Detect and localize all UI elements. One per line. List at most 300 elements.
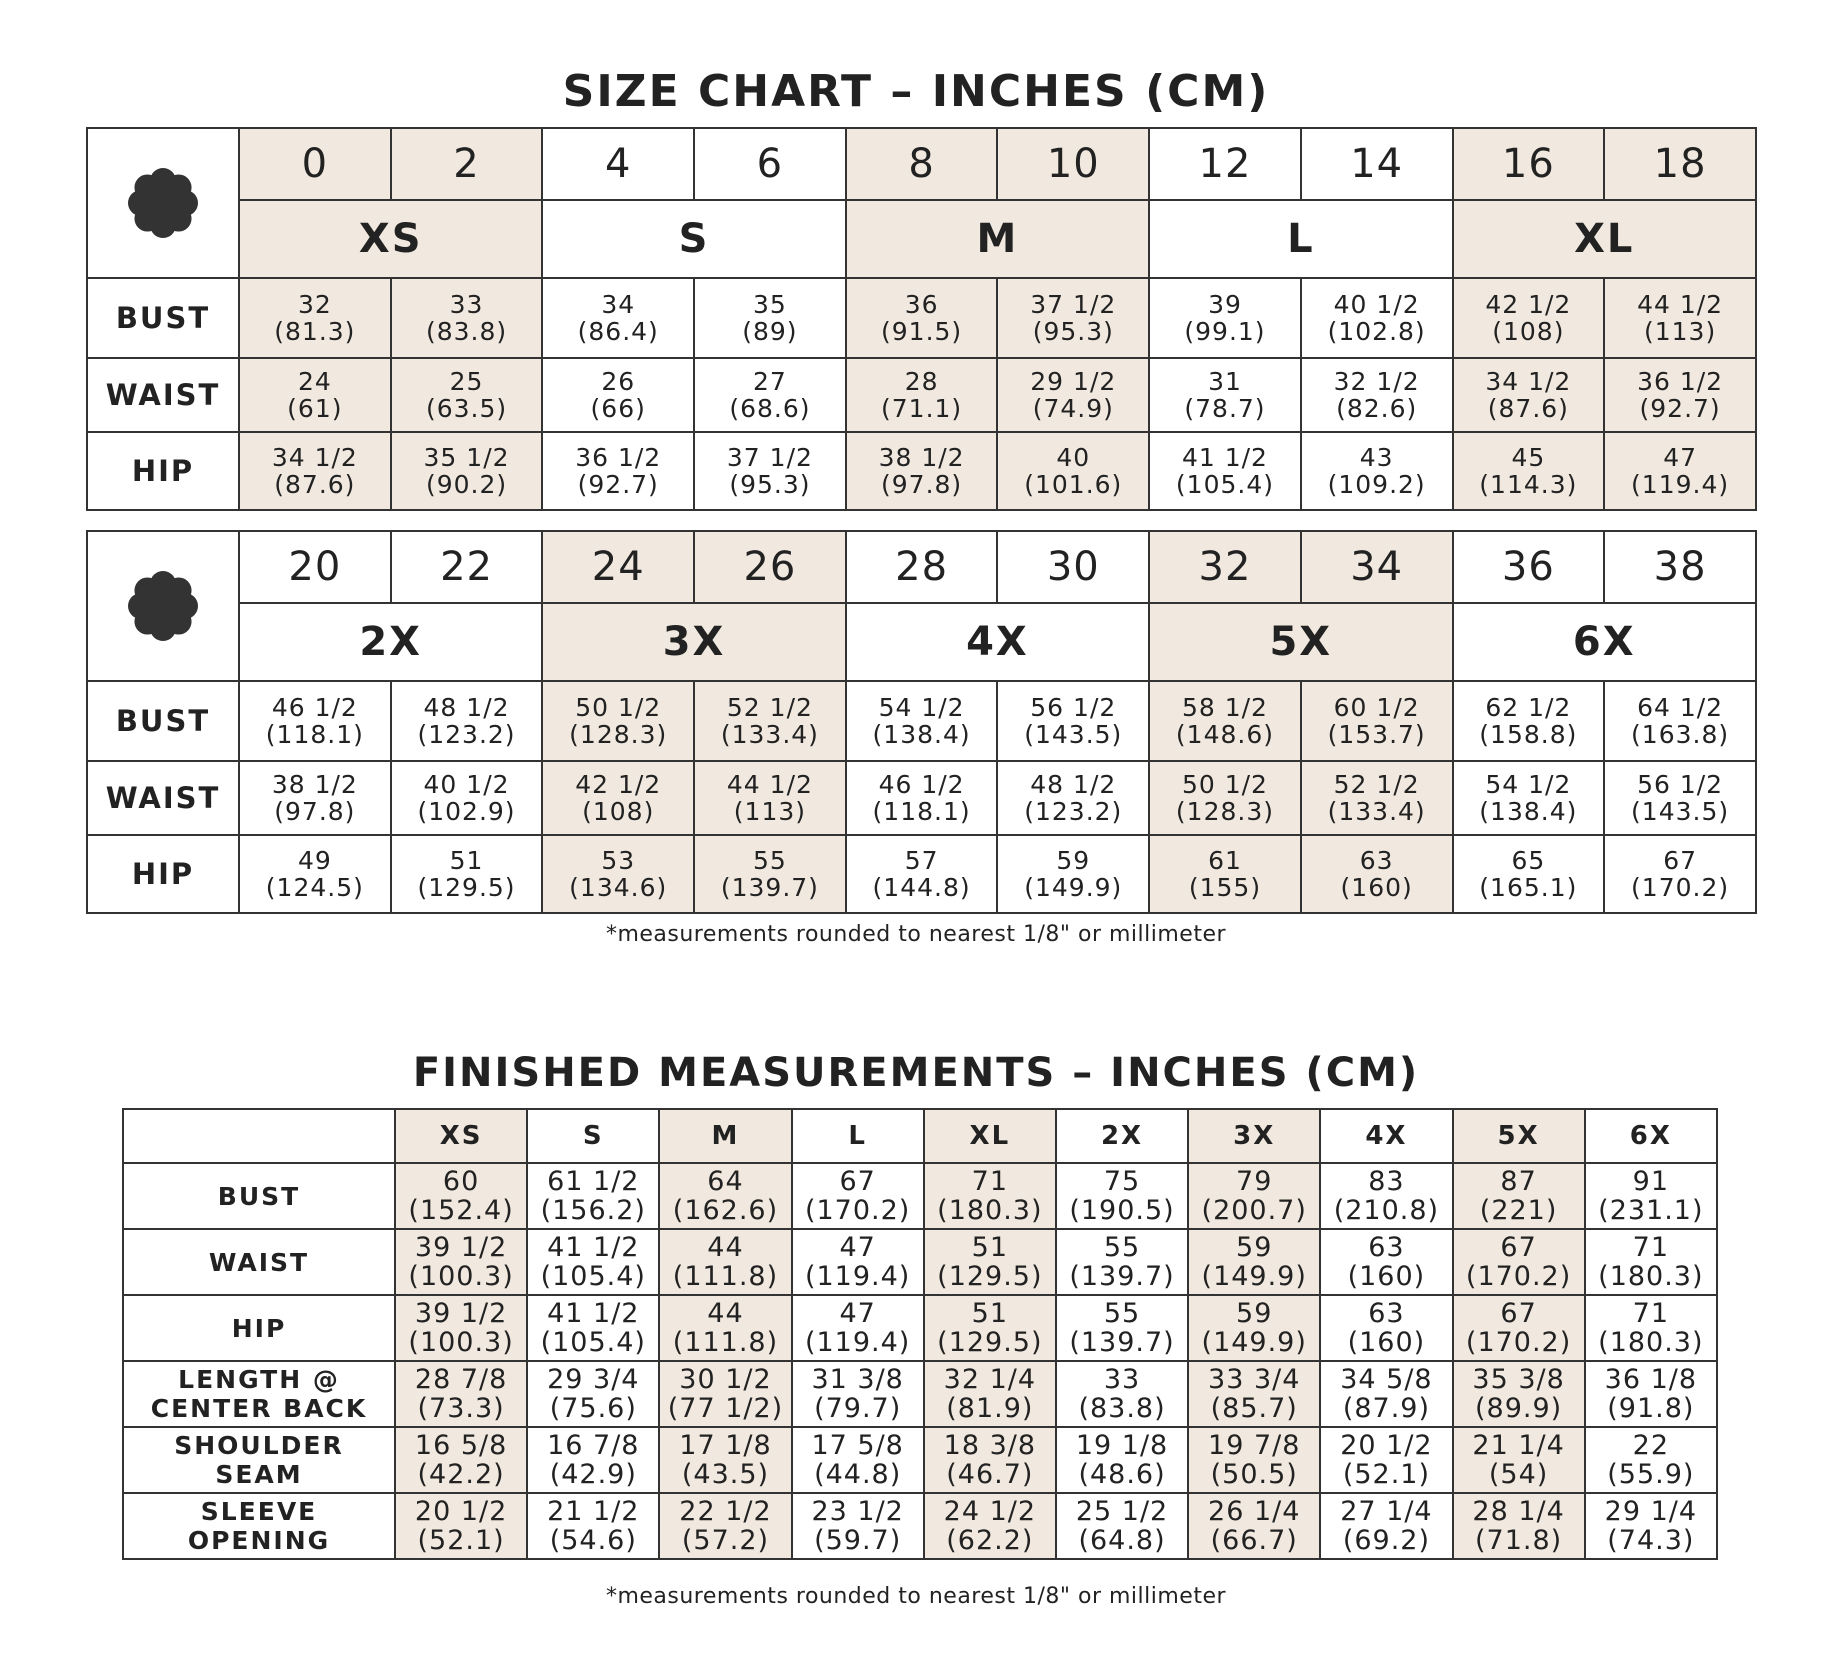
value-cm: (74.3) [1607, 1525, 1695, 1556]
value-cm: (55.9) [1607, 1459, 1695, 1490]
value-cm: (118.1) [872, 797, 971, 826]
value-inches: 22 1/2 [679, 1496, 772, 1527]
value-cm: (43.5) [681, 1459, 770, 1490]
finished-measurements-table [122, 1108, 1718, 1560]
size-header-cell: XS [395, 1109, 527, 1163]
value-cell [1320, 1427, 1452, 1493]
value-cm: (163.8) [1631, 720, 1730, 749]
value-cm: (133.4) [1327, 797, 1426, 826]
measurement-row [123, 1427, 1717, 1493]
value-inches: 40 [1056, 443, 1091, 472]
value-inches: 67 [1663, 846, 1697, 875]
row-label [123, 1163, 395, 1229]
value-cell [395, 1229, 527, 1295]
value-cm: (231.1) [1598, 1195, 1704, 1226]
value-cell [1056, 1427, 1188, 1493]
value-cell [1149, 835, 1301, 913]
value-cell [542, 278, 694, 358]
value-cm: (108) [1492, 317, 1565, 346]
finished-measurements-title: FINISHED MEASUREMENTS – INCHES (CM) [412, 1050, 1420, 1096]
value-inches: 28 [904, 367, 939, 396]
value-cm: (160) [1347, 1261, 1426, 1292]
value-inches: 43 [1359, 443, 1394, 472]
value-cm: (111.8) [672, 1261, 779, 1292]
value-cell [1056, 1361, 1188, 1427]
measurement-row [123, 1229, 1717, 1295]
value-cm: (44.8) [814, 1459, 902, 1490]
value-inches: 55 [1103, 1298, 1141, 1329]
value-inches: 44 [707, 1298, 744, 1329]
value-cm: (170.2) [804, 1195, 911, 1226]
value-cell [1301, 835, 1453, 913]
value-cm: (210.8) [1333, 1195, 1440, 1226]
numeric-size-cell: 2 [391, 128, 543, 200]
value-cm: (52.1) [417, 1525, 505, 1556]
letter-size-row [87, 200, 1756, 278]
value-inches: 34 1/2 [1485, 367, 1572, 396]
value-inches: 38 1/2 [271, 770, 358, 799]
value-inches: 16 7/8 [547, 1430, 640, 1461]
value-inches: 19 1/8 [1075, 1430, 1169, 1461]
value-cm: (114.3) [1479, 470, 1578, 499]
value-cm: (66) [590, 394, 646, 423]
value-inches: 31 [1208, 367, 1242, 396]
size-header-cell: L [792, 1109, 924, 1163]
value-cm: (95.3) [1032, 317, 1114, 346]
value-cm: (108) [582, 797, 655, 826]
letter-size-cell: 2X [239, 603, 542, 681]
value-cm: (148.6) [1175, 720, 1274, 749]
value-cm: (83.8) [425, 317, 508, 346]
value-cell [924, 1229, 1056, 1295]
numeric-size-cell: 12 [1149, 128, 1301, 200]
value-cm: (59.7) [814, 1525, 902, 1556]
value-inches: 32 1/2 [1333, 367, 1420, 396]
value-cm: (149.9) [1201, 1261, 1307, 1292]
row-label-line: WAIST [208, 1247, 310, 1277]
value-inches: 50 1/2 [1181, 770, 1268, 799]
value-cm: (109.2) [1327, 470, 1426, 499]
value-cm: (123.2) [1024, 797, 1123, 826]
value-cm: (113) [1643, 317, 1717, 346]
value-inches: 60 1/2 [1333, 693, 1420, 722]
value-inches: 67 [1500, 1232, 1537, 1263]
value-inches: 83 [1368, 1166, 1405, 1197]
flower-icon [123, 566, 203, 646]
numeric-size-cell: 4 [542, 128, 694, 200]
value-inches: 34 [601, 290, 636, 319]
value-cm: (149.9) [1201, 1327, 1307, 1358]
numeric-size-cell: 26 [694, 531, 846, 603]
value-inches: 45 [1511, 443, 1546, 472]
value-cm: (101.6) [1024, 470, 1123, 499]
value-cell [694, 761, 846, 835]
value-inches: 44 1/2 [726, 770, 813, 799]
value-cell [542, 681, 694, 761]
value-cell [239, 358, 391, 432]
value-cell [1056, 1493, 1188, 1559]
value-cm: (129.5) [417, 873, 516, 902]
value-cm: (97.8) [881, 470, 963, 499]
value-cell [659, 1427, 791, 1493]
row-label [123, 1295, 395, 1361]
value-cell [924, 1493, 1056, 1559]
value-cell [1453, 1493, 1585, 1559]
measurement-row [123, 1361, 1717, 1427]
value-cell [1453, 681, 1605, 761]
value-inches: 71 [1632, 1298, 1670, 1329]
value-cell [1453, 432, 1605, 510]
value-cell [1188, 1295, 1320, 1361]
value-cm: (46.7) [946, 1459, 1034, 1490]
value-cm: (99.1) [1184, 317, 1266, 346]
value-inches: 61 1/2 [547, 1166, 640, 1197]
value-inches: 59 [1236, 1298, 1273, 1329]
value-cell [924, 1427, 1056, 1493]
value-cm: (71.8) [1475, 1525, 1563, 1556]
value-cell [1301, 681, 1453, 761]
value-cm: (100.3) [408, 1261, 514, 1292]
value-inches: 41 1/2 [547, 1298, 640, 1329]
value-inches: 22 [1632, 1430, 1670, 1461]
value-inches: 34 5/8 [1340, 1364, 1433, 1395]
letter-size-cell: 5X [1149, 603, 1452, 681]
value-cell [694, 681, 846, 761]
value-inches: 23 1/2 [811, 1496, 904, 1527]
value-inches: 37 1/2 [1030, 290, 1117, 319]
value-cell [542, 358, 694, 432]
size-chart-title: SIZE CHART – INCHES (CM) [562, 66, 1270, 117]
value-cell [395, 1361, 527, 1427]
value-inches: 33 3/4 [1208, 1364, 1301, 1395]
numeric-size-cell: 30 [997, 531, 1149, 603]
value-inches: 42 1/2 [575, 770, 662, 799]
value-inches: 51 [971, 1232, 1009, 1263]
value-cm: (83.8) [1078, 1393, 1166, 1424]
value-inches: 18 3/8 [943, 1430, 1037, 1461]
value-cm: (138.4) [872, 720, 971, 749]
value-cm: (155) [1188, 873, 1262, 902]
size-header-cell: 3X [1188, 1109, 1320, 1163]
value-inches: 41 1/2 [1181, 443, 1268, 472]
value-cell [239, 681, 391, 761]
value-inches: 27 [753, 367, 787, 396]
value-cell [391, 278, 543, 358]
value-cell [1585, 1493, 1717, 1559]
value-cell [1320, 1295, 1452, 1361]
row-label-line: LENGTH @ [178, 1365, 340, 1394]
size-header-cell: 4X [1320, 1109, 1452, 1163]
value-inches: 71 [1632, 1232, 1670, 1263]
value-cell [1453, 1295, 1585, 1361]
value-cell [239, 278, 391, 358]
value-inches: 87 [1500, 1166, 1537, 1197]
value-cell [792, 1295, 924, 1361]
value-cm: (134.6) [569, 873, 668, 902]
value-cell [391, 681, 543, 761]
value-cm: (118.1) [265, 720, 364, 749]
value-cell [846, 432, 998, 510]
value-cell [792, 1427, 924, 1493]
value-inches: 32 [297, 290, 332, 319]
value-inches: 52 1/2 [1333, 770, 1420, 799]
value-cell [239, 835, 391, 913]
value-cell [1056, 1163, 1188, 1229]
value-cm: (170.2) [1465, 1261, 1572, 1292]
value-cm: (180.3) [1598, 1261, 1704, 1292]
value-cell [659, 1361, 791, 1427]
value-inches: 60 [442, 1166, 480, 1197]
value-cm: (87.6) [1487, 394, 1569, 423]
value-inches: 28 7/8 [414, 1364, 508, 1395]
value-cell [997, 681, 1149, 761]
value-cm: (85.7) [1210, 1393, 1298, 1424]
value-inches: 57 [904, 846, 939, 875]
value-cm: (71.1) [881, 394, 963, 423]
value-inches: 42 1/2 [1485, 290, 1572, 319]
value-cell [924, 1163, 1056, 1229]
value-cm: (54.6) [549, 1525, 637, 1556]
numeric-size-cell: 38 [1604, 531, 1756, 603]
numeric-size-cell: 24 [542, 531, 694, 603]
value-cell [395, 1493, 527, 1559]
value-inches: 21 1/4 [1472, 1430, 1565, 1461]
measurement-row [87, 432, 1756, 510]
value-inches: 16 5/8 [414, 1430, 508, 1461]
value-inches: 55 [753, 846, 787, 875]
letter-size-cell: 6X [1453, 603, 1757, 681]
row-label-line: CENTER BACK [150, 1394, 368, 1423]
value-cm: (69.2) [1342, 1525, 1430, 1556]
value-inches: 55 [1103, 1232, 1141, 1263]
numeric-size-cell: 20 [239, 531, 391, 603]
value-cm: (78.7) [1184, 394, 1266, 423]
measurement-row [123, 1163, 1717, 1229]
value-cell [997, 278, 1149, 358]
numeric-size-cell: 10 [997, 128, 1149, 200]
value-cm: (75.6) [549, 1393, 637, 1424]
row-label-line: SEAM [215, 1460, 303, 1489]
value-cm: (180.3) [1598, 1327, 1704, 1358]
value-cm: (57.2) [681, 1525, 770, 1556]
value-cm: (92.7) [577, 470, 659, 499]
value-cell [1320, 1361, 1452, 1427]
value-cell [1585, 1361, 1717, 1427]
row-label: HIP [87, 432, 239, 510]
value-cell [1188, 1163, 1320, 1229]
value-inches: 33 [449, 290, 484, 319]
letter-size-cell: 3X [542, 603, 845, 681]
value-cell [391, 432, 543, 510]
value-inches: 46 1/2 [271, 693, 358, 722]
value-cm: (133.4) [720, 720, 819, 749]
value-cm: (139.7) [720, 873, 819, 902]
value-cm: (160) [1340, 873, 1413, 902]
value-cell [1188, 1427, 1320, 1493]
value-inches: 27 1/4 [1340, 1496, 1433, 1527]
value-cell [527, 1295, 659, 1361]
value-cm: (48.6) [1078, 1459, 1166, 1490]
row-label [123, 1427, 395, 1493]
value-cm: (139.7) [1069, 1261, 1175, 1292]
value-cell [1585, 1295, 1717, 1361]
value-inches: 40 1/2 [423, 770, 510, 799]
size-header-cell: M [659, 1109, 791, 1163]
value-cm: (180.3) [937, 1195, 1043, 1226]
value-inches: 35 [753, 290, 787, 319]
value-cm: (81.9) [946, 1393, 1034, 1424]
value-cell [1453, 358, 1605, 432]
value-inches: 54 1/2 [1485, 770, 1572, 799]
value-cell [1149, 358, 1301, 432]
value-cm: (64.8) [1078, 1525, 1166, 1556]
value-cm: (128.3) [1175, 797, 1274, 826]
value-cell [1301, 432, 1453, 510]
numeric-size-cell: 28 [846, 531, 998, 603]
value-cell [527, 1229, 659, 1295]
value-cell [846, 278, 998, 358]
value-cell [1453, 1427, 1585, 1493]
value-cm: (68.6) [729, 394, 811, 423]
value-cm: (105.4) [540, 1261, 646, 1292]
row-label [123, 1229, 395, 1295]
value-cm: (102.8) [1327, 317, 1426, 346]
value-cm: (52.1) [1342, 1459, 1430, 1490]
value-inches: 32 1/4 [943, 1364, 1037, 1395]
value-cell [1453, 278, 1605, 358]
value-inches: 44 1/2 [1637, 290, 1724, 319]
value-cell [1453, 1361, 1585, 1427]
value-inches: 65 [1511, 846, 1546, 875]
finished-measurements-note: *measurements rounded to nearest 1/8" or millimeter [605, 1584, 1227, 1609]
value-cell [1604, 761, 1756, 835]
value-cell [542, 761, 694, 835]
value-inches: 44 [707, 1232, 744, 1263]
size-header-cell: 2X [1056, 1109, 1188, 1163]
value-cell [846, 835, 998, 913]
value-cell [1604, 835, 1756, 913]
numeric-size-cell: 34 [1301, 531, 1453, 603]
value-cm: (190.5) [1069, 1195, 1175, 1226]
letter-size-cell: 4X [846, 603, 1149, 681]
value-inches: 41 1/2 [547, 1232, 640, 1263]
value-cell [395, 1163, 527, 1229]
value-cell [1453, 761, 1605, 835]
value-cell [694, 835, 846, 913]
value-inches: 24 1/2 [943, 1496, 1037, 1527]
row-label-line: SLEEVE [200, 1497, 318, 1526]
size-header-cell: 5X [1453, 1109, 1585, 1163]
value-inches: 47 [839, 1298, 876, 1329]
value-inches: 49 [297, 846, 332, 875]
value-cm: (81.3) [274, 317, 356, 346]
value-inches: 40 1/2 [1333, 290, 1420, 319]
value-cm: (160) [1347, 1327, 1426, 1358]
value-inches: 34 1/2 [271, 443, 358, 472]
value-inches: 39 1/2 [414, 1232, 508, 1263]
value-cm: (63.5) [425, 394, 508, 423]
value-inches: 46 1/2 [878, 770, 965, 799]
size-chart-table [86, 127, 1757, 511]
value-cm: (89) [742, 317, 798, 346]
value-inches: 31 3/8 [811, 1364, 904, 1395]
value-cm: (50.5) [1210, 1459, 1298, 1490]
value-cm: (143.5) [1024, 720, 1123, 749]
value-cm: (87.9) [1342, 1393, 1430, 1424]
value-inches: 79 [1236, 1166, 1273, 1197]
value-cm: (42.2) [417, 1459, 505, 1490]
value-cm: (87.6) [274, 470, 356, 499]
value-cm: (156.2) [540, 1195, 646, 1226]
value-cell [694, 432, 846, 510]
value-cell [1585, 1427, 1717, 1493]
value-cell [924, 1295, 1056, 1361]
value-inches: 33 [1103, 1364, 1141, 1395]
value-cm: (129.5) [937, 1327, 1043, 1358]
value-cm: (102.9) [417, 797, 516, 826]
value-cell [1149, 278, 1301, 358]
value-cell [1585, 1229, 1717, 1295]
value-cm: (138.4) [1479, 797, 1578, 826]
row-label: WAIST [87, 761, 239, 835]
value-cell [924, 1361, 1056, 1427]
value-inches: 62 1/2 [1485, 693, 1572, 722]
row-label: WAIST [87, 358, 239, 432]
value-inches: 56 1/2 [1030, 693, 1117, 722]
value-inches: 63 [1368, 1232, 1405, 1263]
value-inches: 67 [839, 1166, 876, 1197]
value-inches: 21 1/2 [547, 1496, 640, 1527]
value-inches: 29 1/4 [1604, 1496, 1698, 1527]
value-cm: (113) [733, 797, 807, 826]
row-label [123, 1493, 395, 1559]
value-inches: 24 [297, 367, 332, 396]
value-cm: (170.2) [1631, 873, 1730, 902]
value-cell [1149, 681, 1301, 761]
value-cm: (105.4) [1175, 470, 1274, 499]
logo-cell [87, 531, 239, 681]
size-header-cell: S [527, 1109, 659, 1163]
value-cm: (89.9) [1475, 1393, 1563, 1424]
value-cell [659, 1163, 791, 1229]
measurement-row [87, 761, 1756, 835]
value-cell [391, 761, 543, 835]
value-cell [391, 835, 543, 913]
value-cell [792, 1361, 924, 1427]
value-cell [997, 358, 1149, 432]
value-inches: 39 1/2 [414, 1298, 508, 1329]
value-cm: (123.2) [417, 720, 516, 749]
value-inches: 28 1/4 [1472, 1496, 1565, 1527]
value-cm: (42.9) [549, 1459, 637, 1490]
value-cell [542, 835, 694, 913]
size-chart-note: *measurements rounded to nearest 1/8" or millimeter [605, 922, 1227, 947]
value-inches: 35 3/8 [1472, 1364, 1565, 1395]
value-inches: 26 [601, 367, 636, 396]
measurement-row [87, 278, 1756, 358]
value-inches: 48 1/2 [1030, 770, 1117, 799]
value-inches: 64 1/2 [1637, 693, 1724, 722]
value-cm: (62.2) [946, 1525, 1034, 1556]
value-cell [1149, 761, 1301, 835]
value-cell [997, 432, 1149, 510]
value-cm: (162.6) [672, 1195, 779, 1226]
measurement-row [87, 835, 1756, 913]
value-cell [1320, 1163, 1452, 1229]
value-cm: (144.8) [872, 873, 971, 902]
measurement-row [87, 681, 1756, 761]
row-label-line: BUST [217, 1181, 301, 1211]
